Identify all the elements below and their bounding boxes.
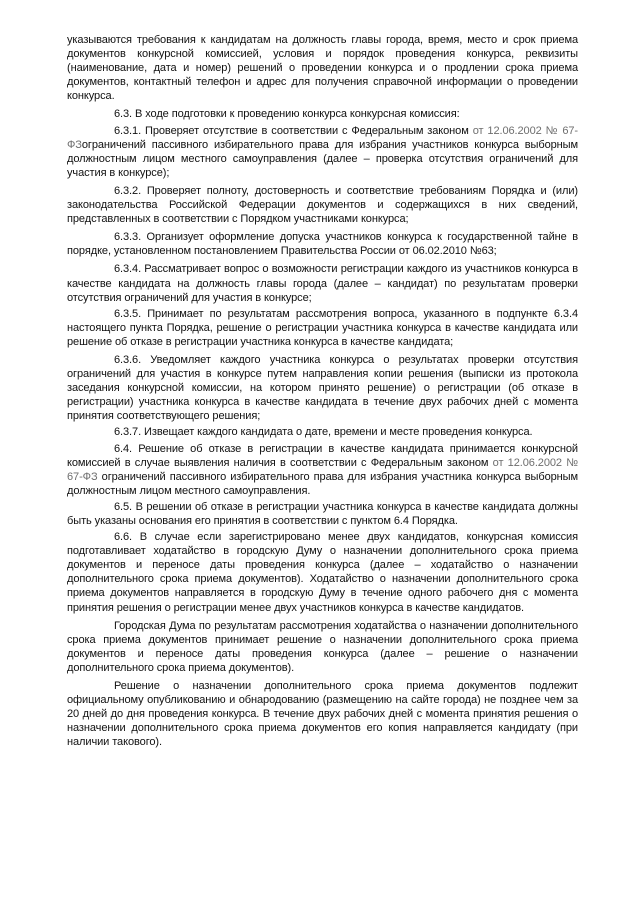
paragraph-6-3-1-text-b: ограничений пассивного избирательного права для избрания участников конкурса выборным должностным лицом местного самоуправления (далее – проверка отсутствия ограничений для участия в конкурсе); xyxy=(67,138,578,179)
paragraph-6-6: 6.6. В случае если зарегистрировано менее двух кандидатов, конкурсная комиссия подготавливает ходатайство в городскую Думу о назначении дополнительного срока приема документов и переносе даты проведения конкурса (далее – ходатайство о назначении дополнительного срока приема документов). Ходатайство о назначении дополнительного срока приема документов направляется в городскую Думу в течение одного рабочего дня с момента принятия решения о регистрации менее двух участников конкурса в качестве кандидатов. xyxy=(67,531,578,614)
paragraph-6-3-1-text-a: 6.3.1. Проверяет отсутствие в соответствии с Федеральным законом xyxy=(114,124,473,137)
paragraph-6-3: 6.3. В ходе подготовки к проведению конкурса конкурсная комиссия: xyxy=(114,108,460,121)
paragraph-6-3-4: 6.3.4. Рассматривает вопрос о возможности регистрации каждого из участников конкурса в качестве кандидата на должность главы города (далее – кандидат) по результатам проверки отсутствия ограничений для участия в конкурсе; xyxy=(67,263,578,304)
law-reference-link-2[interactable]: от 12.06.2002 № 67-ФЗ xyxy=(67,456,578,483)
paragraph-6-3-5: 6.3.5. Принимает по результатам рассмотрения вопроса, указанного в подпункте 6.3.4 настоящего пункта Порядка, решение о регистрации участника конкурса в качестве кандидата или решение об отказе в регистрации участника конкурса в качестве кандидата; xyxy=(67,307,578,348)
paragraph-6-5: 6.5. В решении об отказе в регистрации участника конкурса в качестве кандидата должны быть указаны основания его принятия в соответствии с пунктом 6.4 Порядка. xyxy=(67,500,578,527)
paragraph-requirements: указываются требования к кандидатам на должность главы города, время, место и срок приема документов конкурсной комиссией, условия и порядок проведения конкурса, реквизиты (наименование, дата и номер) решений о проведении конкурса и о продлении срока приема документов, контактный телефон и адрес для получения справочной информации о проведении конкурса. xyxy=(67,34,578,103)
paragraph-6-4-text-b: ограничений пассивного избирательного права для избрания участника конкурса выборным должностным лицом местного самоуправления. xyxy=(67,470,578,497)
paragraph-6-3-7: 6.3.7. Извещает каждого кандидата о дате, времени и месте проведения конкурса. xyxy=(114,426,533,439)
paragraph-6-3-6: 6.3.6. Уведомляет каждого участника конкурса о результатах проверки отсутствия ограничений для участия в конкурсе путем направления копии решения (выписки из протокола заседания конкурсной комиссии, на котором принято решение) о регистрации (об отказе в регистрации) участника конкурса в качестве кандидата в течение двух рабочих дней с момента принятия соответствующего решения; xyxy=(67,353,578,423)
document-page xyxy=(67,33,578,750)
paragraph-6-4 xyxy=(67,442,578,498)
paragraph-publication: Решение о назначении дополнительного срока приема документов подлежит официальному опубликованию и обнародованию (размещению на сайте города) не позднее чем за 20 дней до дня проведения конкурса. В течение двух рабочих дней с момента принятия решения о назначении дополнительного срока приема документов его копия направляется кандидату (при наличии такового). xyxy=(67,680,578,749)
paragraph-city-duma: Городская Дума по результатам рассмотрения ходатайства о назначении дополнительного срока приема документов принимает решение о назначении дополнительного срока приема документов и переносе даты проведения конкурса (далее – решение о назначении дополнительного срока приема документов). xyxy=(67,619,578,674)
paragraph-6-3-1 xyxy=(67,124,578,180)
paragraph-6-4-text-a: 6.4. Решение об отказе в регистрации в качестве кандидата принимается конкурсной комиссией в случае выявления наличия в соответствии с Федеральным законом xyxy=(67,442,578,469)
paragraph-6-3-3: 6.3.3. Организует оформление допуска участников конкурса к государственной тайне в порядке, установленном постановлением Правительства России от 06.02.2010 №63; xyxy=(67,231,578,258)
law-reference-link[interactable]: от 12.06.2002 № 67-ФЗ xyxy=(67,124,579,151)
paragraph-6-3-2: 6.3.2. Проверяет полноту, достоверность и соответствие требованиям Порядка и (или) законодательства Российской Федерации документов и содержащихся в них сведений, представленных в соответствии с Порядком участниками конкурса; xyxy=(67,184,578,226)
